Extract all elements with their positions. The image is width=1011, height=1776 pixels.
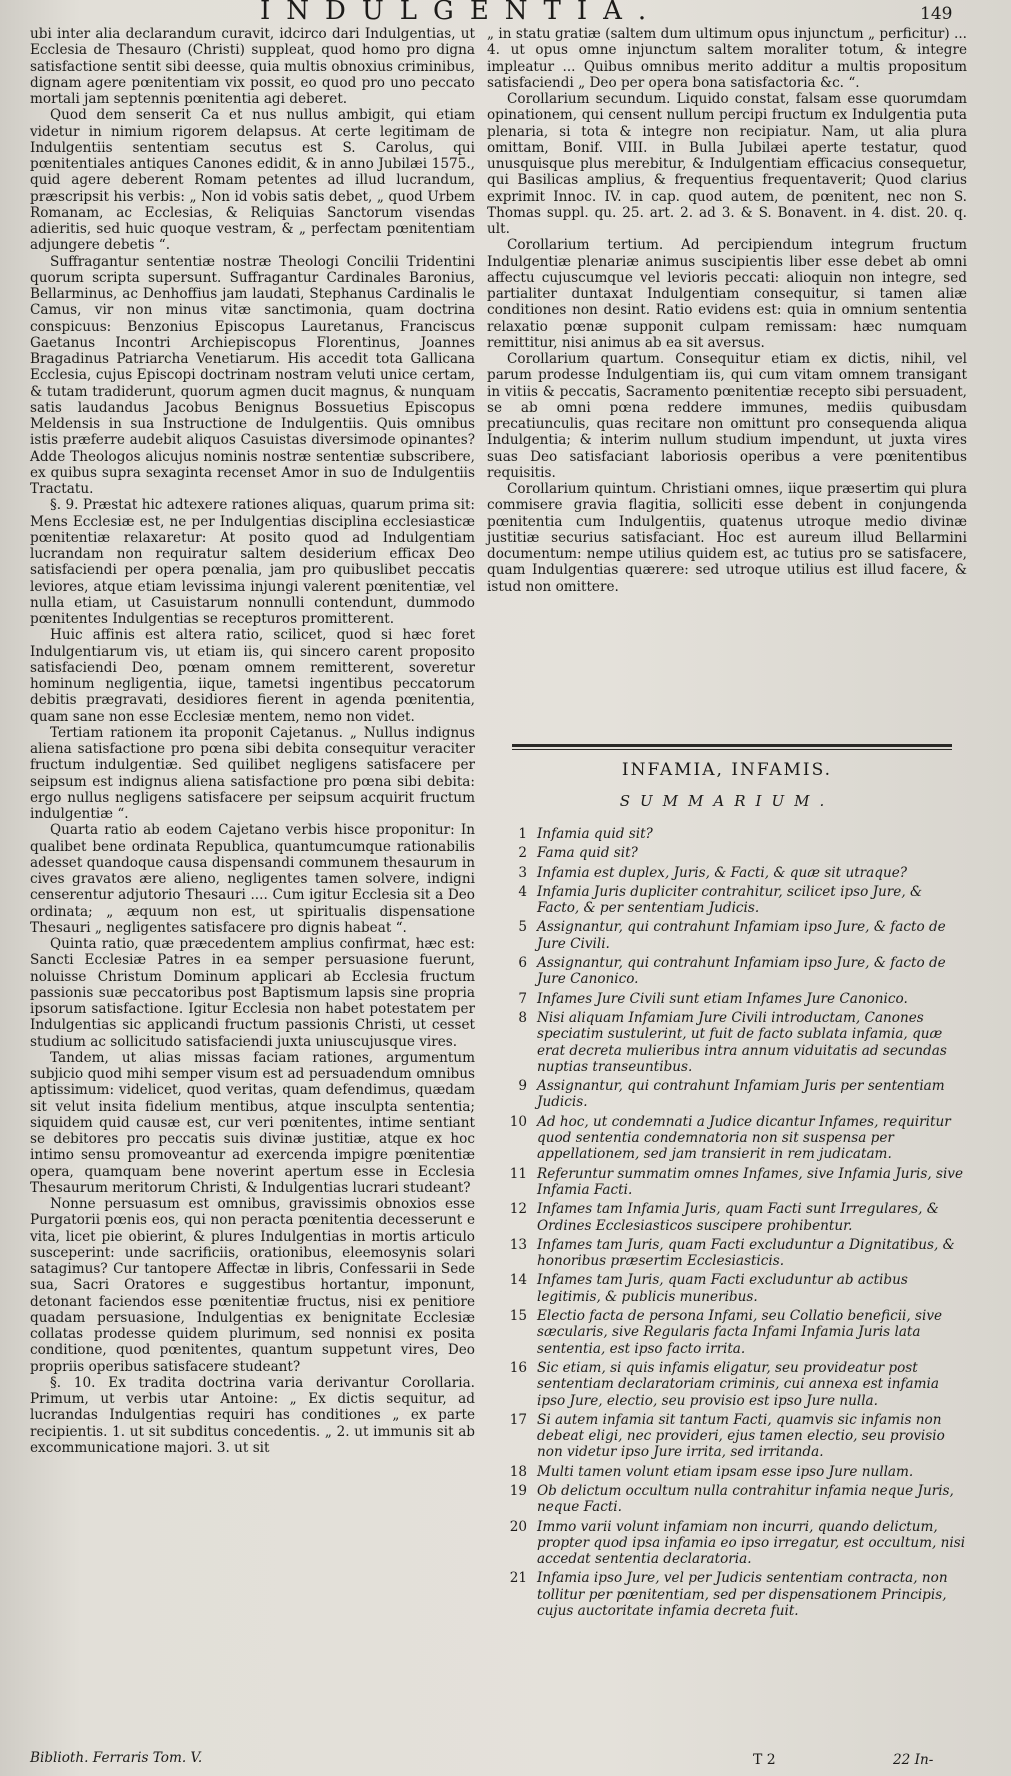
- left-text-column: [30, 26, 475, 1456]
- summary-item-text: Referuntur summatim omnes Infames, sive Infamia Juris, sive Infamia Facti.: [537, 1165, 964, 1198]
- summary-item: [487, 1464, 967, 1480]
- summary-item-text: Assignantur, qui contrahunt Infamiam Juris per sententiam Judicis.: [537, 1078, 945, 1111]
- summary-item: [487, 1237, 967, 1270]
- summary-item: [487, 1519, 967, 1568]
- section-rule-thin: [512, 749, 952, 750]
- summary-item: [487, 1570, 967, 1619]
- paragraph: Suffragantur sententiæ nostræ Theologi Concilii Tridentini quorum scripta supersunt. Suffragantur Cardinales Baronius, Bellarminus, ac Denhoffius jam laudati, Stephanus Cardinalis le Camus, vir non minus vitæ sanctimonia, quam doctrina conspicuus: Benzonius Episcopus Lauretanus, Franciscus Gaetanus Incontri Archiepiscopus Florentinus, Joannes Bragadinus Patriarcha Venetiarum. His accedit tota Gallicana Ecclesia, cujus Episcopi doctrinam nostram veluti unice certam, & tutam tradiderunt, quorum agmen ducit magnus, & nunquam satis laudandus Jacobus Benignus Bossuetius Episcopus Meldensis in sua Instructione de Indulgentiis. Quis omnibus istis præferre audebit aliquos Casuistas diversimode opinantes? Adde Theologos alicujus nominis nostræ sententiæ subscribere, ex quibus supra sexaginta recenset Amor in suo de Indulgentiis Tractatu.: [30, 253, 475, 497]
- summary-item-text: Fama quid sit?: [537, 845, 638, 862]
- summary-item-number: 9: [518, 1078, 527, 1095]
- summary-item-text: Sic etiam, si quis infamis eligatur, seu provideatur post sententiam declaratoriam criminis, cui annexa est infamia ipso Jure, electio, seu provisio est ipso Jure nulla.: [537, 1359, 939, 1409]
- summary-item: [487, 884, 967, 917]
- summary-list: [487, 826, 967, 1622]
- summary-item-number: 8: [518, 1009, 527, 1026]
- summary-item-text: Assignantur, qui contrahunt Infamiam ipso Jure, & facto de Jure Canonico.: [537, 955, 946, 988]
- catchword: 22 In-: [893, 1752, 934, 1768]
- paragraph: Quod dem senserit Ca et nus nullus ambigit, qui etiam videtur in nimium rigorem delapsus. At certe legitimam de Indulgentiis sententiam secutus est S. Carolus, qui pœnitentiales antiques Canones edidit, & in anno Jubilæi 1575., quid agere deberent Romam petentes ad illud lucrandum, præscripsit his verbis: „ Non id vobis satis debet, „ quod Urbem Romanam, ac Ecclesias, & Reliquias Sanctorum visendas adieritis, sed huic quoque vestram, & „ perfectam pœnitentiam adjungere debetis “.: [30, 107, 475, 254]
- summary-item-text: Immo varii volunt infamiam non incurri, quando delictum, propter quod ipsa infamia eo ipso irregatur, est occultum, nisi accedat sententia declaratoria.: [537, 1518, 966, 1568]
- paragraph: §. 9. Præstat hic adtexere rationes aliquas, quarum prima sit: Mens Ecclesiæ est, ne per Indulgentias disciplina ecclesiasticæ pœnitentiæ relaxaretur: At posito quod ad Indulgentiam lucrandam non requiratur saltem desiderium efficax Deo satisfaciendi per opera pœnalia, jam pro quibuslibet peccatis leviores, atque etiam levissima injungi valerent pœnitentiæ, vel nulla etiam, ut Casuistarum nonnulli contendunt, dummodo pœnitentes Indulgentias se recepturos promitterent.: [30, 497, 475, 627]
- summary-item-number: 5: [518, 919, 527, 936]
- summary-item-number: 7: [518, 990, 527, 1007]
- summary-item: [487, 1483, 967, 1516]
- summary-item: [487, 826, 967, 842]
- page-number: 149: [920, 4, 953, 24]
- summary-item-text: Nisi aliquam Infamiam Jure Civili introductam, Canones speciatim sustulerint, ut fuit de facto sublata infamia, quæ erat decreta mulieribus intra annum viduitatis ad secundas nuptias transeuntibus.: [537, 1009, 947, 1075]
- signature-mark: T 2: [753, 1752, 776, 1768]
- summary-item-number: 21: [509, 1570, 527, 1587]
- summary-item-number: 10: [509, 1113, 527, 1130]
- paragraph: Huic affinis est altera ratio, scilicet, quod si hæc foret Indulgentiarum vis, ut etiam iis, qui sincero carent proposito satisfaciendi Deo, pœnam omnem remitterent, soveretur hominum negligentia, iique, tametsi ingentibus peccatorum debitis prægravati, desidiores fierent in agenda pœnitentia, quam sane non esse Ecclesiæ mentem, nemo non videt.: [30, 627, 475, 725]
- summary-item: [487, 1114, 967, 1163]
- summary-item-text: Ad hoc, ut condemnati a Judice dicantur Infames, requiritur quod sententia condemnatoria non sit suspensa per appellationem, sed jam transierit in rem judicatam.: [537, 1113, 951, 1163]
- paragraph: Tandem, ut alias missas faciam rationes, argumentum subjicio quod mihi semper visum est ad persuadendum omnibus aptissimum: videlicet, quod veritas, quam defendimus, quædam sit velut insita fidelium mentibus, atque insculpta sententia; siquidem quid causæ est, cur veri pœnitentes, intime sentiant se debitores pro peccatis suis divinæ justitiæ, atque ex hoc intimo sensu promoveantur ad exercenda impigre pœnitentiæ opera, quamquam bene noverint apertum esse in Ecclesia Thesaurum meritorum Christi, & Indulgentias lucrari studeant?: [30, 1049, 475, 1196]
- paragraph: Tertiam rationem ita proponit Cajetanus. „ Nullus indignus aliena satisfactione pro pœna sibi debita consequitur veraciter fructum indulgentiæ. Sed quilibet negligens satisfacere per seipsum est indignus aliena satisfactione pro pœna sibi debita: ergo nullus negligens satisfacere per seipsum acquirit fructum indulgentiæ “.: [30, 724, 475, 822]
- summary-item-number: 2: [518, 845, 527, 862]
- summary-item-text: Infamia quid sit?: [537, 826, 653, 842]
- summary-item: [487, 955, 967, 988]
- section-title: INFAMIA, INFAMIS.: [621, 760, 833, 780]
- summary-item-text: Infames tam Juris, quam Facti excluduntur ab actibus legitimis, & publicis muneribus.: [537, 1272, 908, 1305]
- summary-item-text: Ob delictum occultum nulla contrahitur infamia neque Juris, neque Facti.: [537, 1482, 954, 1516]
- summary-item-text: Infames Jure Civili sunt etiam Infames Jure Canonico.: [537, 990, 908, 1007]
- summary-item-number: 11: [509, 1165, 527, 1182]
- summary-item: [487, 1308, 967, 1357]
- summary-item-number: 17: [509, 1411, 527, 1428]
- summary-item-text: Assignantur, qui contrahunt Infamiam ipso Jure, & facto de Jure Civili.: [537, 919, 946, 952]
- summary-item: [487, 845, 967, 861]
- summary-item-number: 4: [518, 883, 527, 900]
- summary-item-text: Infames tam Juris, quam Facti excluduntur a Dignitatibus, & honoribus præsertim Ecclesiasticis.: [537, 1236, 955, 1270]
- paragraph: Quinta ratio, quæ præcedentem amplius confirmat, hæc est: Sancti Ecclesiæ Patres in ea semper persuasione fuerunt, noluisse Christum Dominum applicari ab Ecclesia fructum passionis suæ peccatoribus post Baptismum lapsis sine propria ipsorum satisfactione. Igitur Ecclesia non habet potestatem per Indulgentias sic applicandi fructum passionis Christi, ut cesset studium ac sollicitudo satisfaciendi juxta uniuscujusque vires.: [30, 936, 475, 1050]
- summary-item-number: 16: [509, 1359, 527, 1376]
- summary-item-number: 15: [509, 1308, 527, 1325]
- paragraph: Quarta ratio ab eodem Cajetano verbis hisce proponitur: In qualibet bene ordinata Republica, quantumcumque rationabilis adesset quandoque causa dispensandi communem thesaurum in cives gravatos ære alieno, negligentes tamen solvere, indigni censerentur adjutorio Thesauri .... Cum igitur Ecclesia sit a Deo ordinata; „ æquum non est, ut spiritualis dispensatione Thesauri „ negligentes satisfacere pro dignis habeat “.: [30, 822, 475, 936]
- paragraph: Corollarium quintum. Christiani omnes, iique præsertim qui plura commisere gravia flagitia, solliciti esse debent in conjungenda pœnitentia cum Indulgentiis, quatenus utroque medio divinæ justitiæ securius satisfaciant. Hoc est aureum illud Bellarmini documentum: nempe utilius quidem est, ac tutius pro se satisfacere, quam Indulgentias quærere: sed utroque utilius est illud facere, & istud non omittere.: [487, 481, 967, 595]
- summary-item: [487, 1360, 967, 1409]
- summary-item: [487, 1078, 967, 1111]
- page-header: [0, 0, 1011, 28]
- paragraph: Nonne persuasum est omnibus, gravissimis obnoxios esse Purgatorii pœnis eos, qui non peracta pœnitentia decesserunt e vita, licet pie obierint, & plures Indulgentias in mortis articulo susceperint: unde sacrificiis, orationibus, eleemosynis solari satagimus? Cur tantopere Affectæ in libris, Confessarii in Sede sua, Sacri Oratores e suggestibus hortantur, imponunt, detonant faciendos esse pœnitentiæ fructus, nisi ex penitiore quadam persuasione, Indulgentias ex benignitate Ecclesiæ collatas prodesse quidem plurimum, sed nonnisi ex posita conditione, quod pœnitentes, quantum suppetunt vires, Deo propriis operibus satisfacere studeant?: [30, 1196, 475, 1375]
- summary-item-number: 13: [509, 1236, 527, 1253]
- summary-item: [487, 991, 967, 1007]
- summary-item-text: Infamia est duplex, Juris, & Facti, & quæ sit utraque?: [537, 864, 908, 881]
- paragraph: §. 10. Ex tradita doctrina varia derivantur Corollaria. Primum, ut verbis utar Antoine: „ Ex dictis sequitur, ad lucrandas Indulgentias requiri has conditiones „ ex parte recipientis. 1. ut sit subditus concedentis. „ 2. ut immunis sit ab excommunicatione majori. 3. ut sit: [30, 1374, 475, 1456]
- summary-item-number: 19: [509, 1482, 527, 1499]
- summary-item-text: Infames tam Infamia Juris, quam Facti sunt Irregulares, & Ordines Ecclesiasticos suscipere prohibentur.: [537, 1201, 939, 1234]
- summary-item-text: Electio facta de persona Infami, seu Collatio beneficii, sive sæcularis, sive Regularis facta Infami Infamia Juris lata sententia, est ipso facto irrita.: [537, 1308, 943, 1357]
- footer-imprint: Biblioth. Ferraris Tom. V.: [30, 1750, 203, 1766]
- summary-item-number: 12: [509, 1201, 527, 1218]
- paragraph: Corollarium tertium. Ad percipiendum integrum fructum Indulgentiæ plenariæ animus suscipientis liber esse debet ab omni affectu cujuscumque vel levioris peccati: alioquin non integre, sed partialiter duntaxat Indulgentiam consequitur, si tamen aliæ conditiones non desint. Ratio evidens est: quia in omnium sententia relaxatio pœnæ supponit culpam remissam: hæc numquam remittitur, nisi animus ab ea sit aversus.: [487, 237, 967, 351]
- summary-heading: SUMMARIUM.: [619, 792, 835, 810]
- section-rule-thick: [512, 744, 952, 747]
- paragraph: Corollarium quartum. Consequitur etiam ex dictis, nihil, vel parum prodesse Indulgentiam iis, qui cum vitam omnem transigant in vitiis & peccatis, Sacramento pœnitentiæ recepto sibi persuadent, se ab omni pœna reddere immunes, mediis quibusdam precatiunculis, quas recitare non omittunt pro consequenda aliqua Indulgentia; & interim nullum studium impendunt, ut juxta vires suas Deo satisfaciant laboriosis operibus a vere pœnitentibus requisitis.: [487, 351, 967, 481]
- summary-item: [487, 1166, 967, 1199]
- paragraph: Corollarium secundum. Liquido constat, falsam esse quorumdam opinationem, qui censent nullum percipi fructum ex Indulgentia puta plenaria, si tota & integre non recipiatur. Nam, ut alia plura omittam, Bonif. VIII. in Bulla Jubilæi aperte testatur, quod unusquisque plus merebitur, & Indulgentiam efficacius consequetur, qui Basilicas amplius, & frequentius frequentaverit; Quod clarius exprimit Innoc. IV. in cap. quod autem, de pœnitent, nec non S. Thomas suppl. qu. 25. art. 2. ad 3. & S. Bonavent. in 4. dist. 20. q. ult.: [487, 91, 967, 237]
- summary-item: [487, 1010, 967, 1075]
- summary-item-text: Infamia Juris dupliciter contrahitur, scilicet ipso Jure, & Facto, & per sententiam Judicis.: [537, 883, 923, 917]
- summary-item: [487, 1272, 967, 1305]
- summary-item-number: 14: [509, 1272, 527, 1289]
- summary-item: [487, 1412, 967, 1461]
- paragraph: „ in statu gratiæ (saltem dum ultimum opus injunctum „ perficitur) ... 4. ut opus omne injunctum saltem moraliter totum, & integre impleatur ... Quibus omnibus merito additur a multis propositum satisfaciendi „ Deo per opera bona satisfactoria &c. “.: [487, 26, 967, 91]
- running-title: INDULGENTIA.: [260, 0, 663, 26]
- summary-item-number: 3: [518, 864, 527, 881]
- summary-item-text: Multi tamen volunt etiam ipsam esse ipso Jure nullam.: [537, 1463, 914, 1480]
- summary-item: [487, 865, 967, 881]
- summary-item-text: Infamia ipso Jure, vel per Judicis sententiam contracta, non tollitur per pœnitentiam, sed per dispensationem Principis, cujus auctoritate infamia decreta fuit.: [537, 1570, 948, 1620]
- right-text-column: [487, 26, 967, 595]
- summary-item-text: Si autem infamia sit tantum Facti, quamvis sic infamis non debeat eligi, nec provideri, ejus tamen electio, seu provisio non videtur ipso Jure irrita, sed irritanda.: [537, 1411, 945, 1461]
- summary-item-number: 20: [509, 1518, 527, 1535]
- summary-item-number: 6: [518, 955, 527, 972]
- summary-item: [487, 1201, 967, 1234]
- summary-item: [487, 919, 967, 952]
- summary-item-number: 1: [518, 826, 527, 842]
- paragraph: ubi inter alia declarandum curavit, idcirco dari Indulgentias, ut Ecclesia de Thesauro (Christi) suppleat, quod homo pro digna satisfactione sentit sibi deesse, quia multis obnoxius criminibus, dignam agere pœnitentiam vix possit, eo quod pro uno peccato mortali jam septennis pœnitentia agi deberet.: [30, 26, 475, 107]
- summary-item-number: 18: [509, 1463, 527, 1480]
